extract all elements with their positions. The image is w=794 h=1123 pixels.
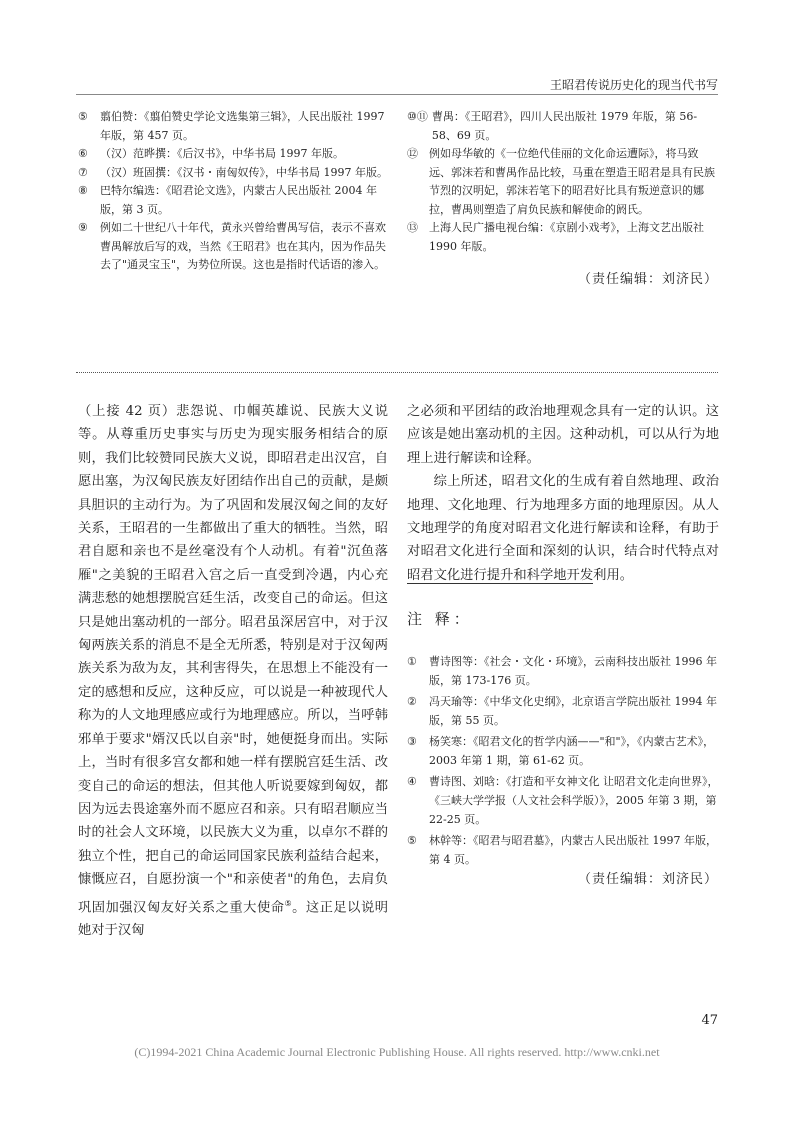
body-text-tail: 。这正足以说明她对于汉匈: [78, 899, 389, 939]
header-rule: [76, 94, 718, 95]
bottom-notes: [407, 652, 719, 869]
note-marker: ⑤: [407, 834, 417, 847]
note-marker: ⑥: [78, 147, 88, 160]
note-marker: ③: [407, 735, 417, 748]
note-marker: ⑦: [78, 165, 88, 179]
body-paragraph: 之必须和平团结的政治地理观念具有一定的认识。这应该是她出塞动机的主因。这种动机，可以从行为地理上进行解读和诠释。: [407, 404, 719, 466]
note-marker: ②: [407, 695, 417, 708]
note-item: [78, 164, 390, 183]
note-text: 巴特尔编选：《昭君论文选》，内蒙古人民出版社 2004 年版，第 3 页。: [100, 184, 377, 216]
body-paragraph: 综上所述，昭君文化的生成有着自然地理、政治地理、文化地理、行为地理多方面的地理原因。从人文地理学的角度对昭君文化进行解读和诠释，有助于对昭君文化进行全面和深刻的认识，结合时代特点对昭君文化进行提升和科学地开发利用。: [407, 474, 719, 583]
note-item: [407, 831, 719, 869]
note-marker: ⑨: [78, 221, 88, 234]
note-text: 曹禺：《王昭君》，四川人民出版社 1979 年版，第 56-58、69 页。: [431, 110, 698, 142]
note-text: 曹诗图、刘晗：《打造和平女神文化 让昭君文化走向世界》，《三峡大学学报（人文社会科学版）》，2005 年第 3 期，第 22-25 页。: [429, 775, 719, 826]
note-text: （汉）班固撰：《汉书・南匈奴传》，中华书局 1997 年版。: [100, 165, 388, 179]
note-item: [407, 692, 719, 730]
page-number: 47: [701, 1013, 718, 1028]
note-text: 杨笑寒：《昭君文化的哲学内涵——"和"》，《内蒙古艺术》，2003 年第 1 期，第 61-62 页。: [429, 735, 715, 767]
note-marker: ①: [407, 655, 417, 668]
note-item: [407, 108, 719, 145]
note-text: （汉）范晔撰：《后汉书》，中华书局 1997 年版。: [100, 147, 344, 160]
note-text: 曹诗图等：《社会・文化・环境》，云南科技出版社 1996 年版，第 173-176 页。: [429, 655, 717, 687]
note-marker: ⑩⑪: [407, 110, 428, 123]
note-marker: ④: [407, 775, 417, 788]
note-text: 林幹等：《昭君与昭君墓》，内蒙古人民出版社 1997 年版，第 4 页。: [429, 834, 717, 866]
body-text: （上接 42 页）悲怨说、巾帼英雄说、民族大义说等。从尊重历史事实与历史为现实服务相结合的原则，我们比较赞同民族大义说，即昭君走出汉宫，自愿出塞，为汉匈民族友好团结作出自己的贡献，是颇具胆识的主动行为。为了巩固和发展汉匈之间的友好关系，王昭君的一生都做出了重大的牺牲。当然，昭君自愿和亲也不是丝毫没有个人动机。有着"沉鱼落雁"之美貌的王昭君入宫之后一直受到冷遇，内心充满悲愁的她想摆脱宫廷生活，改变自己的命运。但这只是她出塞动机的一部分。昭君虽深居宫中，对于汉匈两族关系的消息不是全无所悉，特别是对于汉匈两族关系为敌为友，其利害得失，在思想上不能没有一定的感想和反应，这种反应，可以说是一种被现代人称为的人文地理感应或行为地理感应。所以，当呼韩邪单于要求"婿汉氏以自亲"时，她便挺身而出。实际上，当时有很多宫女都和她一样有摆脱宫廷生活、改变自己的命运的想法，但其他人听说要嫁到匈奴，都因为远去畏途塞外而不愿应召和亲。只有昭君顺应当时的社会人文环境，以民族大义为重，以卓尔不群的独立个性，把自己的命运同国家民族利益结合起来，慷慨应召，自愿扮演一个"和亲使者"的角色，去肩负巩固加强汉匈友好关系之重大使命: [78, 404, 388, 915]
note-text: 例如二十世纪八十年代，黄永兴曾给曹禺写信，表示不喜欢曹禺解放后写的戏，当然《王昭君》也在其内，因为作品失去了"通灵宝玉"，为势位所误。这也是指时代话语的渗入。: [100, 221, 386, 271]
note-marker: ⑧: [78, 184, 88, 197]
note-item: [78, 145, 390, 164]
note-text: 上海人民广播电视台编：《京剧小戏考》，上海文艺出版社 1990 年版。: [429, 221, 704, 253]
body-column-left: [78, 400, 388, 943]
notes-rule: [407, 583, 593, 584]
note-item: [78, 219, 390, 275]
note-marker: ⑤: [78, 110, 88, 123]
note-text: 翦伯赞：《翦伯赞史学论文选集第三辑》，人民出版社 1997 年版，第 457 页。: [100, 110, 385, 142]
note-item: [407, 652, 719, 690]
top-notes-right: [407, 108, 719, 256]
note-item: [78, 108, 390, 145]
body-column-right: [407, 400, 719, 587]
editor-credit-top: （责任编辑：刘济民）: [577, 272, 718, 287]
note-marker: ⑫: [407, 147, 418, 160]
footnote-ref: ⑤: [284, 898, 293, 908]
notes-heading: 注 释：: [407, 610, 473, 628]
note-item: [407, 145, 719, 219]
note-item: [78, 182, 390, 219]
note-item: [407, 772, 719, 829]
editor-credit-bottom: （责任编辑：刘济民）: [577, 872, 718, 887]
note-text: 冯天瑜等：《中华文化史纲》，北京语言学院出版社 1994 年版，第 55 页。: [429, 695, 717, 727]
body-paragraph: [78, 400, 388, 943]
note-item: [407, 732, 719, 770]
top-notes-left: [78, 108, 390, 275]
section-separator: [76, 372, 718, 373]
copyright-footer: (C)1994-2021 China Academic Journal Electronic Publishing House. All rights reserved. http://www.cnki.net: [134, 1045, 660, 1059]
note-item: [407, 219, 719, 256]
note-marker: ⑬: [407, 221, 418, 234]
running-header: 王昭君传说历史化的现当代书写: [549, 78, 718, 92]
note-text: 例如母华敏的《一位绝代佳丽的文化命运遭际》，将马致远、郭沫若和曹禺作品比较，马重在塑造王昭君是具有民族节烈的汉明妃，郭沫若笔下的昭君好比具有叛逆意识的娜拉，曹禺则塑造了肩负民族和解使命的阏氏。: [429, 147, 715, 216]
